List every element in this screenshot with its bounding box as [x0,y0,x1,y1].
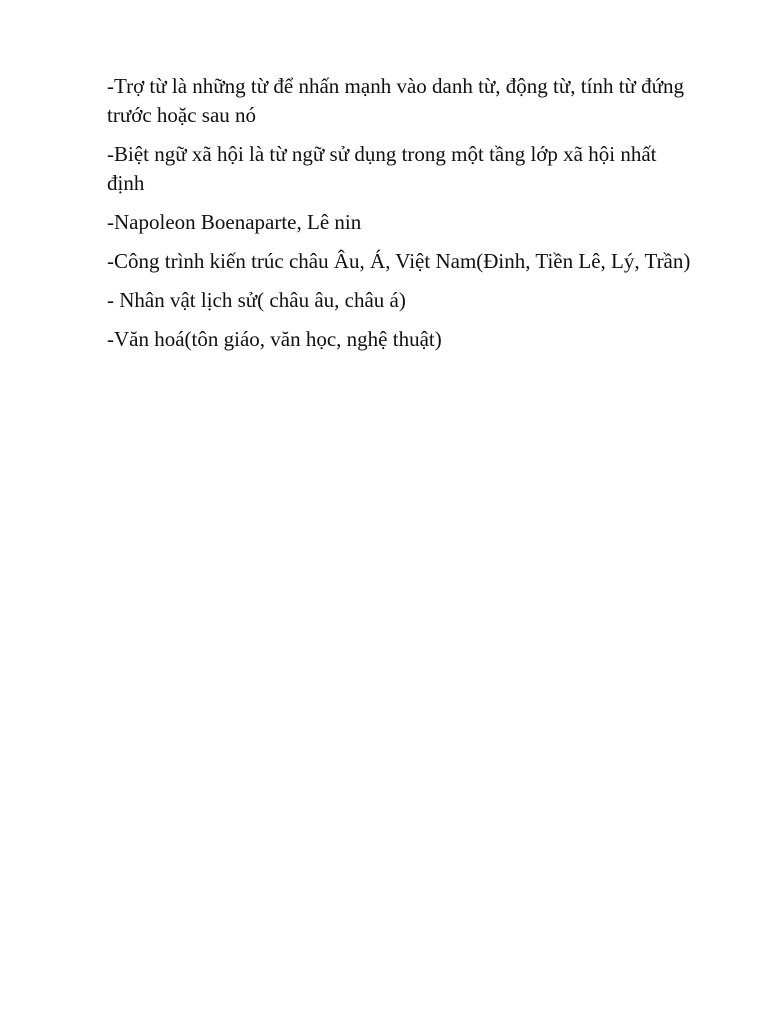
paragraph-social-jargon: -Biệt ngữ xã hội là từ ngữ sử dụng trong một tầng lớp xã hội nhất định [107,142,657,195]
paragraph-historical-figures: - Nhân vật lịch sử( châu âu, châu á) [107,288,406,312]
document-body [107,72,697,364]
paragraph-particles: -Trợ từ là những từ để nhấn mạnh vào danh từ, động từ, tính từ đứng trước hoặc sau nó [107,74,685,127]
paragraph-culture: -Văn hoá(tôn giáo, văn học, nghệ thuật) [107,327,442,351]
paragraph-names: -Napoleon Boenaparte, Lê nin [107,210,362,234]
paragraph-architecture: -Công trình kiến trúc châu Âu, Á, Việt Nam(Đinh, Tiền Lê, Lý, Trần) [107,249,691,273]
